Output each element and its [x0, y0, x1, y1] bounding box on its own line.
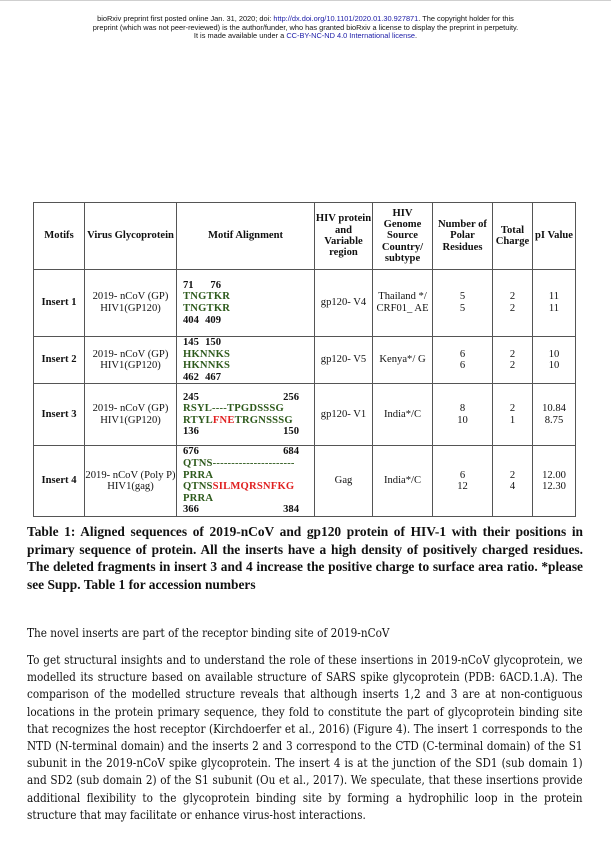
genome-source-cell: India*/C — [373, 384, 433, 446]
top-positions — [183, 280, 221, 292]
sequence-hiv — [183, 360, 314, 372]
pi-0: 12.00 — [542, 469, 566, 481]
bottom-end: 467 — [205, 371, 221, 383]
bottom-start: 462 — [183, 371, 199, 383]
charge-0: 2 — [509, 348, 516, 360]
inserted-residues: SILMQRSNFKG — [212, 481, 295, 493]
virus-line-2: HIV1(gag) — [107, 481, 154, 493]
motif-cell — [34, 446, 85, 517]
license-link[interactable]: CC-BY-NC-ND 4.0 International license — [286, 31, 416, 41]
charge-1: 2 — [509, 303, 516, 314]
motif-alignment-table — [33, 202, 576, 517]
pi-value-cell — [533, 384, 576, 446]
top-start: 71 — [183, 279, 194, 291]
alignment-cell — [177, 384, 315, 446]
pi-1: 12.30 — [542, 481, 566, 493]
pi-0: 10.84 — [542, 403, 566, 415]
sequence-ncov: HKNNKS — [183, 348, 231, 360]
virus-cell — [85, 337, 177, 384]
alignment-cell — [177, 337, 315, 384]
bottom-positions — [183, 426, 299, 438]
top-end: 150 — [205, 337, 221, 348]
pi-1: 11 — [548, 303, 560, 314]
hiv-protein-cell: gp120- V4 — [315, 270, 373, 337]
virus-cell — [85, 384, 177, 446]
pi-1: 8.75 — [544, 414, 564, 426]
hiv-protein-cell: gp120- V5 — [315, 337, 373, 384]
header-virus-glycoprotein: Virus Glycoprotein — [85, 203, 177, 270]
bottom-start: 136 — [183, 426, 199, 438]
header-motifs: Motifs — [34, 203, 85, 270]
bottom-end: 384 — [283, 504, 299, 516]
table-row — [34, 384, 576, 446]
polar-residues-cell — [433, 270, 493, 337]
motif-cell — [34, 270, 85, 337]
bottom-start: 404 — [183, 314, 199, 326]
top-positions — [183, 446, 299, 458]
top-end: 76 — [210, 279, 221, 291]
top-positions — [183, 337, 221, 349]
charge-0: 2 — [509, 403, 516, 415]
sequence-hiv — [183, 481, 314, 504]
motif-cell — [34, 384, 85, 446]
top-positions — [183, 392, 299, 404]
top-start: 245 — [183, 391, 199, 403]
pi-value-cell — [533, 270, 576, 337]
charge-0: 2 — [509, 469, 516, 481]
virus-line-2: HIV1(GP120) — [100, 414, 161, 426]
bottom-positions — [183, 504, 299, 516]
notice-line-2: preprint (which was not peer-reviewed) is the author/funder, who has granted bioRxiv a license to display the preprint in perpetuity. — [92, 22, 519, 32]
alignment-cell — [177, 446, 315, 517]
virus-cell — [85, 446, 177, 517]
header-total-charge: Total Charge — [493, 203, 533, 270]
bottom-positions — [183, 315, 221, 327]
polar-residues-cell — [433, 337, 493, 384]
motif: Insert 2 — [41, 354, 77, 366]
polar-0: 6 — [459, 348, 466, 360]
header-polar-residues: Number of Polar Residues — [433, 203, 493, 270]
polar-1: 12 — [457, 481, 468, 493]
seq2-a: TNGTKR — [183, 303, 231, 314]
table-caption: Table 1: Aligned sequences of 2019-nCoV and gp120 protein of HIV-1 with their positions in primary sequence of protein. All the inserts have a high density of positively charged residues. The deleted fragments in insert 3 and 4 increase the positive charge to surface area ratio. *please see Supp. Table 1 for accession numbers — [27, 524, 583, 592]
top-end: 256 — [283, 391, 299, 403]
bottom-end: 150 — [283, 426, 299, 438]
genome-source-cell: Thailand */ CRF01_ AE — [373, 270, 433, 337]
top-end: 684 — [283, 446, 299, 458]
virus-line-1: 2019- nCoV (GP) — [92, 403, 169, 415]
total-charge-cell — [493, 270, 533, 337]
header-pi-value: pI Value — [533, 203, 576, 270]
seq2-b: TRGNSSSG — [234, 414, 293, 426]
sequence-ncov: RSYL----TPGDSSSG — [183, 403, 284, 415]
sequence-hiv — [183, 303, 314, 315]
total-charge-cell — [493, 384, 533, 446]
polar-residues-cell — [433, 446, 493, 517]
genome-source-cell: India*/C — [373, 446, 433, 517]
notice-line-3: It is made available under a CC-BY-NC-ND 4.0 International license. — [193, 31, 418, 41]
virus-line-2: HIV1(GP120) — [100, 303, 161, 314]
motif: Insert 1 — [41, 297, 77, 309]
header-motif-alignment: Motif Alignment — [177, 203, 315, 270]
virus-line-1: 2019- nCoV (GP) — [92, 291, 169, 303]
doi-link[interactable]: http://dx.doi.org/10.1101/2020.01.30.927871 — [273, 14, 419, 23]
header-hiv-genome: HIV Genome Source Country/ subtype — [373, 203, 433, 270]
virus-cell — [85, 270, 177, 337]
charge-1: 2 — [509, 360, 516, 372]
charge-1: 1 — [509, 414, 516, 426]
total-charge-cell — [493, 337, 533, 384]
table-row — [34, 270, 576, 337]
virus-line-2: HIV1(GP120) — [100, 360, 161, 372]
total-charge-cell — [493, 446, 533, 517]
pi-value-cell — [533, 446, 576, 517]
header-hiv-protein: HIV protein and Variable region — [315, 203, 373, 270]
preprint-notice — [0, 15, 611, 41]
sequence-ncov: QTNS----------------------PRRA — [183, 457, 295, 481]
top-start: 676 — [183, 446, 199, 458]
motif: Insert 4 — [41, 475, 77, 487]
pi-0: 10 — [548, 348, 560, 360]
bottom-positions — [183, 372, 221, 384]
body-paragraph: To get structural insights and to understand the role of these insertions in 2019-nCoV glycoprotein, we modelled its structure based on available structure of SARS spike glycoprotein (PDB: 6ACD.1.A). The comparison of the modelled structure reveals that although inserts 1,2 and 3 are at non-contiguous locations in the protein primary sequence, they fold to constitute the part of glycoprotein binding site that recognizes the host receptor (Kirchdoerfer et al., 2016) (Figure 4). The insert 1 corresponds to the NTD (N-terminal domain) and the inserts 2 and 3 correspond to the CTD (C-terminal domain) of the S1 subunit in the 2019-nCoV spike glycoprotein. The insert 4 is at the junction of the SD1 (sub domain 1) and SD2 (sub domain 2) of the S1 subunit (Ou et al., 2017). We speculate, that these insertions provide additional flexibility to the glycoprotein binding site by forming a hydrophilic loop in the protein structure that may facilitate or enhance virus-host interactions. — [27, 653, 583, 822]
table-row — [34, 446, 576, 517]
seq2-a: RTYL — [183, 414, 213, 426]
pi-1: 10 — [548, 360, 560, 372]
page-top-divider — [0, 0, 611, 1]
seq2-a: HKNNKS — [183, 360, 231, 372]
seq2-a: QTNS — [183, 481, 213, 493]
notice-line-1: bioRxiv preprint first posted online Jan. 31, 2020; doi: http://dx.doi.org/10.1101/2020.01.30.927871. The copyright holder for this — [97, 14, 514, 23]
table-row — [34, 337, 576, 384]
sequence-ncov: TNGTKR — [183, 291, 231, 303]
motif-cell — [34, 337, 85, 384]
polar-1: 5 — [459, 303, 466, 314]
hiv-protein-cell: gp120- V1 — [315, 384, 373, 446]
polar-0: 5 — [459, 291, 466, 303]
polar-0: 6 — [459, 469, 466, 481]
seq2-b: PRRA — [183, 492, 214, 504]
sequence-hiv — [183, 415, 314, 427]
polar-1: 10 — [457, 414, 468, 426]
virus-line-1: 2019- nCoV (GP) — [92, 348, 169, 360]
motif: Insert 3 — [41, 409, 77, 421]
bottom-end: 409 — [205, 314, 221, 326]
polar-1: 6 — [459, 360, 466, 372]
virus-line-1: 2019- nCoV (Poly P) — [85, 469, 176, 481]
polar-residues-cell — [433, 384, 493, 446]
charge-1: 4 — [509, 481, 516, 493]
inserted-residues: FNE — [212, 414, 235, 426]
bottom-start: 366 — [183, 504, 199, 516]
pi-value-cell — [533, 337, 576, 384]
table-header-row — [34, 203, 576, 270]
top-start: 145 — [183, 337, 199, 348]
polar-0: 8 — [459, 403, 466, 415]
genome-source-cell: Kenya*/ G — [373, 337, 433, 384]
alignment-cell — [177, 270, 315, 337]
pi-0: 11 — [548, 291, 560, 303]
section-heading: The novel inserts are part of the receptor binding site of 2019-nCoV — [27, 626, 390, 640]
charge-0: 2 — [509, 291, 516, 303]
hiv-protein-cell: Gag — [315, 446, 373, 517]
